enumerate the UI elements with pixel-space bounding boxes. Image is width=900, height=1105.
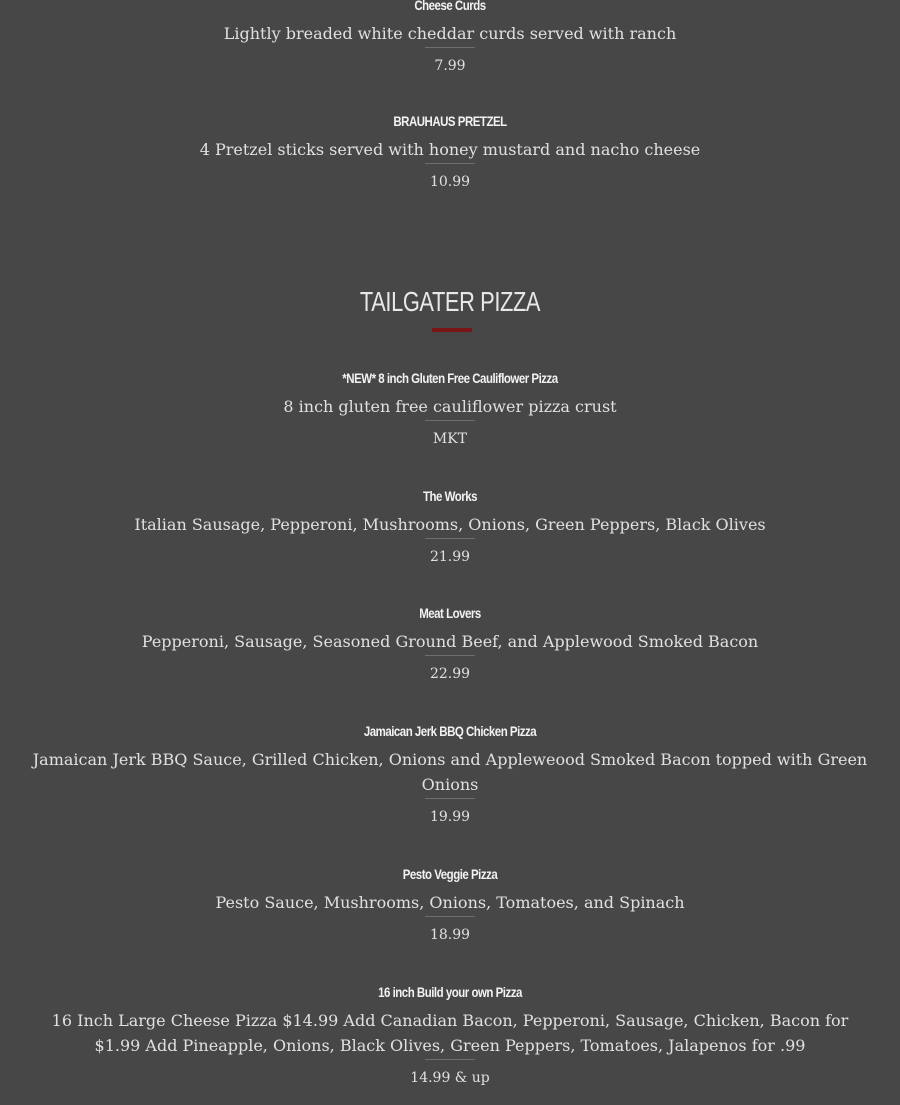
item-divider [425,798,475,799]
menu-item-name: BRAUHAUS PRETZEL [393,113,507,129]
menu-item-cauliflower-pizza [0,368,900,449]
menu-item-cheese-curds [0,0,900,76]
menu-item-price: 18.99 [429,927,471,943]
menu-item-price: 22.99 [429,666,471,682]
menu-item-price: 19.99 [429,809,471,825]
item-divider [425,47,475,48]
menu-item-name: The Works [422,488,478,504]
item-divider [425,163,475,164]
section-underline [432,328,472,332]
menu-item-price: MKT [432,431,468,447]
menu-item-jamaican-jerk-bbq [0,721,900,827]
item-divider [425,420,475,421]
menu-item-description: Italian Sausage, Pepperoni, Mushrooms, Onions, Green Peppers, Black Olives [134,515,766,534]
menu-item-build-your-own [0,982,900,1088]
menu-item-name: *NEW* 8 inch Gluten Free Cauliflower Pizza [342,370,558,386]
menu-item-description: Pesto Sauce, Mushrooms, Onions, Tomatoes, and Spinach [215,893,685,912]
menu-item-name: 16 inch Build your own Pizza [378,984,522,1000]
menu-item-description: Jamaican Jerk BBQ Sauce, Grilled Chicken, Onions and Appleweood Smoked Bacon topped with Green Onions [32,750,868,794]
menu-item-price: 7.99 [434,58,466,74]
menu-item-brauhaus-pretzel [0,111,900,192]
item-divider [425,538,475,539]
menu-item-description: 8 inch gluten free cauliflower pizza crust [283,397,617,416]
menu-item-name: Meat Lovers [419,605,481,621]
menu-item-price: 10.99 [429,174,471,190]
menu-item-description: 16 Inch Large Cheese Pizza $14.99 Add Canadian Bacon, Pepperoni, Sausage, Chicken, Bacon for $1.99 Add Pineapple, Onions, Black Olives, Green Peppers, Tomatoes, Jalapenos for .99 [51,1011,849,1055]
menu-item-pesto-veggie [0,864,900,945]
item-divider [425,655,475,656]
menu-item-price: 14.99 & up [410,1070,490,1086]
menu-item-description: Lightly breaded white cheddar curds served with ranch [223,24,677,43]
menu-item-name: Jamaican Jerk BBQ Chicken Pizza [363,723,537,739]
menu-item-name: Cheese Curds [414,0,486,13]
section-title: TAILGATER PIZZA [359,286,541,317]
item-divider [425,1059,475,1060]
menu-item-meat-lovers [0,603,900,684]
menu-item-name: Pesto Veggie Pizza [402,866,498,882]
menu-item-price: 21.99 [429,549,471,565]
menu-item-description: Pepperoni, Sausage, Seasoned Ground Beef, and Applewood Smoked Bacon [141,632,759,651]
item-divider [425,916,475,917]
menu-item-the-works [0,486,900,567]
menu-item-description: 4 Pretzel sticks served with honey mustard and nacho cheese [199,140,701,159]
